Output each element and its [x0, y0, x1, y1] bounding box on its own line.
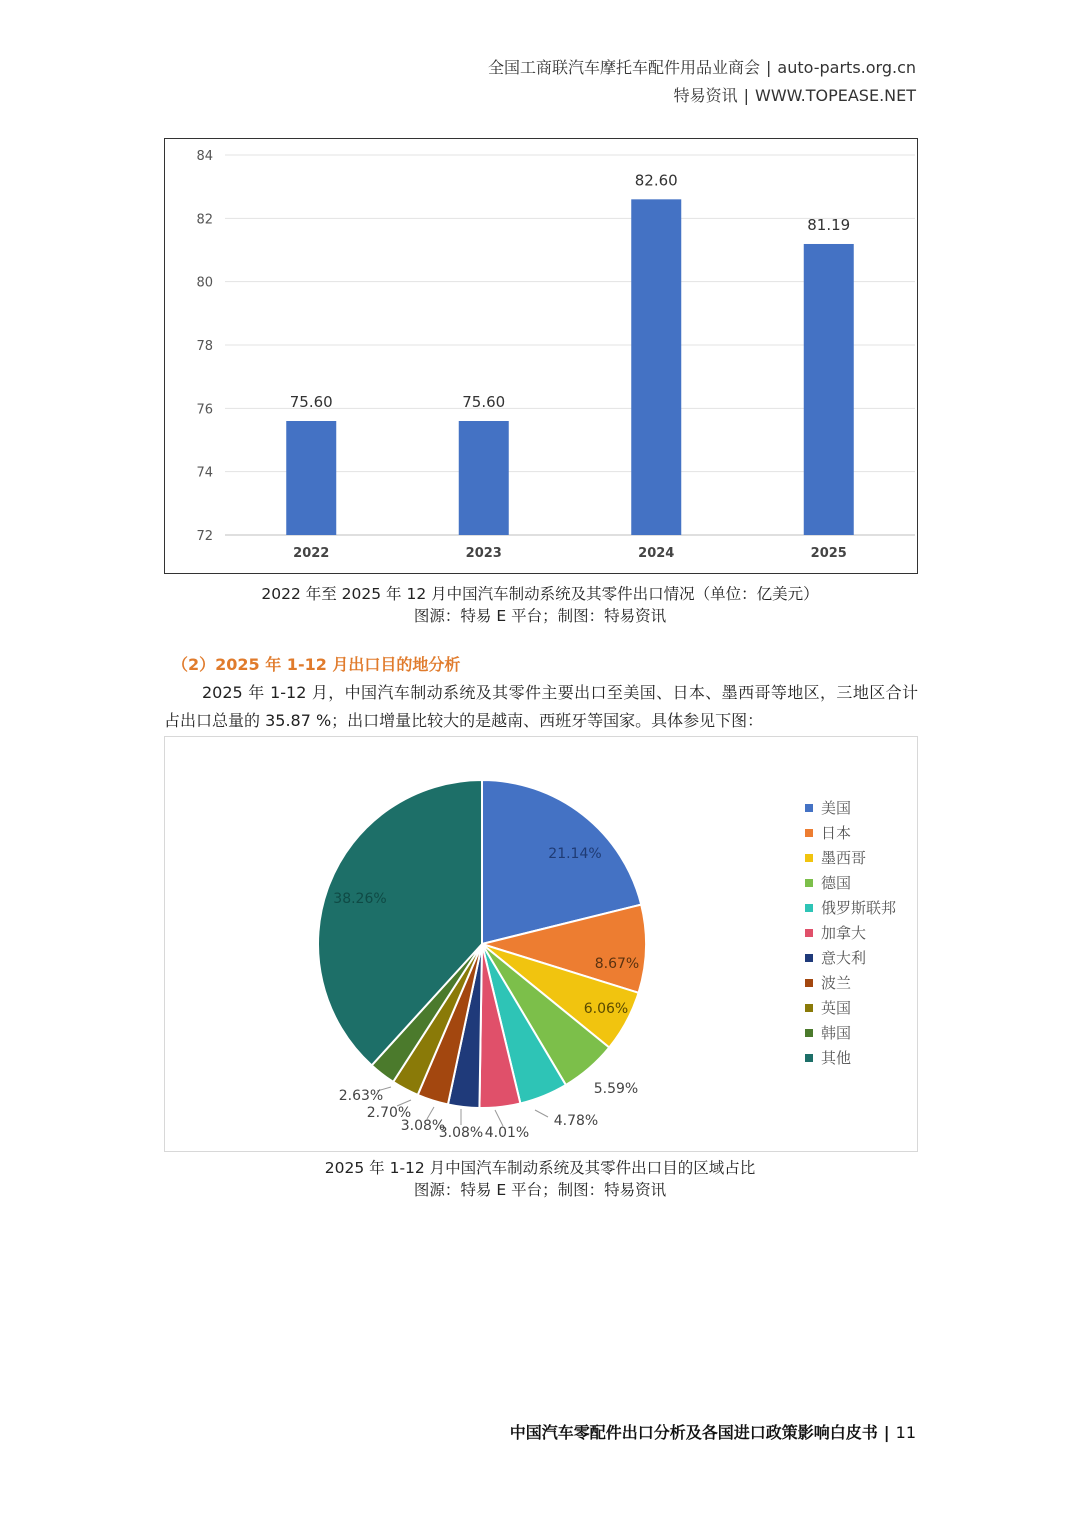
pie-chart — [165, 737, 917, 1151]
pie-slice-label: 5.59% — [593, 1081, 639, 1097]
x-tick-label: 2023 — [465, 546, 502, 561]
legend-swatch — [805, 879, 813, 887]
legend-label: 其他 — [821, 1049, 852, 1067]
bar-value-label: 75.60 — [462, 393, 506, 411]
pie-slice-label: 21.14% — [548, 846, 602, 862]
legend-swatch — [805, 1054, 813, 1062]
legend-swatch — [805, 954, 813, 962]
bar-chart-source: 图源：特易 E 平台；制图：特易资讯 — [413, 607, 667, 625]
bar — [459, 421, 509, 535]
pie-leader-line — [495, 1110, 503, 1126]
legend-swatch — [805, 829, 813, 837]
page-number: 11 — [895, 1423, 916, 1442]
pie-slice-label: 3.08% — [438, 1125, 484, 1141]
header-brand: 特易资讯 — [673, 86, 738, 105]
pie-slice-label: 2.63% — [338, 1088, 384, 1104]
page-footer — [510, 1420, 916, 1443]
legend-swatch — [805, 979, 813, 987]
pie-slice-label: 3.08% — [400, 1118, 446, 1134]
legend-label: 美国 — [821, 799, 852, 817]
pie-chart-caption: 2025 年 1-12 月中国汽车制动系统及其零件出口目的区域占比 — [324, 1159, 756, 1177]
bar-value-label: 75.60 — [289, 393, 333, 411]
section-paragraph: 2025 年 1-12 月，中国汽车制动系统及其零件主要出口至美国、日本、墨西哥等地区，三地区合计占出口总量的 35.87 %；出口增量比较大的是越南、西班牙等国家。具体参见下图： — [164, 683, 918, 730]
legend-label: 韩国 — [821, 1024, 852, 1042]
header-org-site: auto-parts.org.cn — [777, 58, 916, 77]
legend-label: 意大利 — [821, 949, 867, 967]
y-tick-label: 74 — [196, 465, 213, 481]
x-tick-label: 2024 — [638, 546, 675, 561]
bar-chart — [165, 139, 917, 573]
legend-swatch — [805, 854, 813, 862]
y-tick-label: 80 — [196, 275, 213, 291]
header-separator: | — [766, 58, 772, 77]
legend-label: 日本 — [821, 824, 852, 842]
page-header — [488, 54, 916, 110]
header-org: 全国工商联汽车摩托车配件用品业商会 — [488, 58, 761, 77]
header-org-line — [488, 54, 916, 82]
y-tick-label: 72 — [196, 529, 213, 544]
header-separator: | — [743, 86, 750, 105]
pie-slice-label: 4.01% — [484, 1125, 530, 1141]
bar-value-label: 81.19 — [807, 215, 851, 234]
x-tick-label: 2025 — [810, 546, 847, 561]
pie-slice-label: 38.26% — [333, 891, 387, 907]
y-tick-label: 82 — [196, 212, 213, 228]
legend-label: 英国 — [821, 999, 852, 1017]
bar-chart-caption: 2022 年至 2025 年 12 月中国汽车制动系统及其零件出口情况（单位：亿美元） — [261, 585, 819, 603]
bar-value-label: 82.60 — [634, 171, 678, 190]
legend-swatch — [805, 1004, 813, 1012]
pie-slice-label: 2.70% — [366, 1105, 412, 1121]
legend-swatch — [805, 929, 813, 937]
header-brand-line — [488, 82, 916, 110]
bar-chart-frame — [164, 138, 918, 574]
bar — [804, 244, 854, 535]
pie-slice-label: 6.06% — [583, 1001, 629, 1017]
section-heading: （2）2025 年 1-12 月出口目的地分析 — [172, 655, 461, 674]
y-tick-label: 84 — [196, 149, 213, 164]
legend-label: 波兰 — [821, 974, 852, 992]
footer-title: 中国汽车零配件出口分析及各国进口政策影响白皮书 — [509, 1423, 878, 1442]
legend-swatch — [805, 804, 813, 812]
pie-slice-label: 4.78% — [553, 1113, 599, 1129]
pie-leader-line — [535, 1110, 548, 1117]
legend-label: 俄罗斯联邦 — [821, 899, 897, 917]
x-tick-label: 2022 — [293, 546, 330, 561]
y-tick-label: 76 — [196, 402, 213, 418]
legend-swatch — [805, 1029, 813, 1037]
legend-swatch — [805, 904, 813, 912]
header-brand-site: WWW.TOPEASE.NET — [755, 86, 916, 105]
legend-label: 墨西哥 — [821, 849, 867, 867]
pie-slice-label: 8.67% — [594, 956, 640, 972]
footer-separator: | — [883, 1423, 890, 1442]
pie-chart-frame — [164, 736, 918, 1152]
legend-label: 加拿大 — [821, 924, 867, 942]
pie-chart-source: 图源：特易 E 平台；制图：特易资讯 — [413, 1181, 667, 1199]
y-tick-label: 78 — [196, 339, 213, 354]
bar — [286, 421, 336, 535]
bar — [631, 199, 681, 535]
legend-label: 德国 — [821, 874, 852, 892]
